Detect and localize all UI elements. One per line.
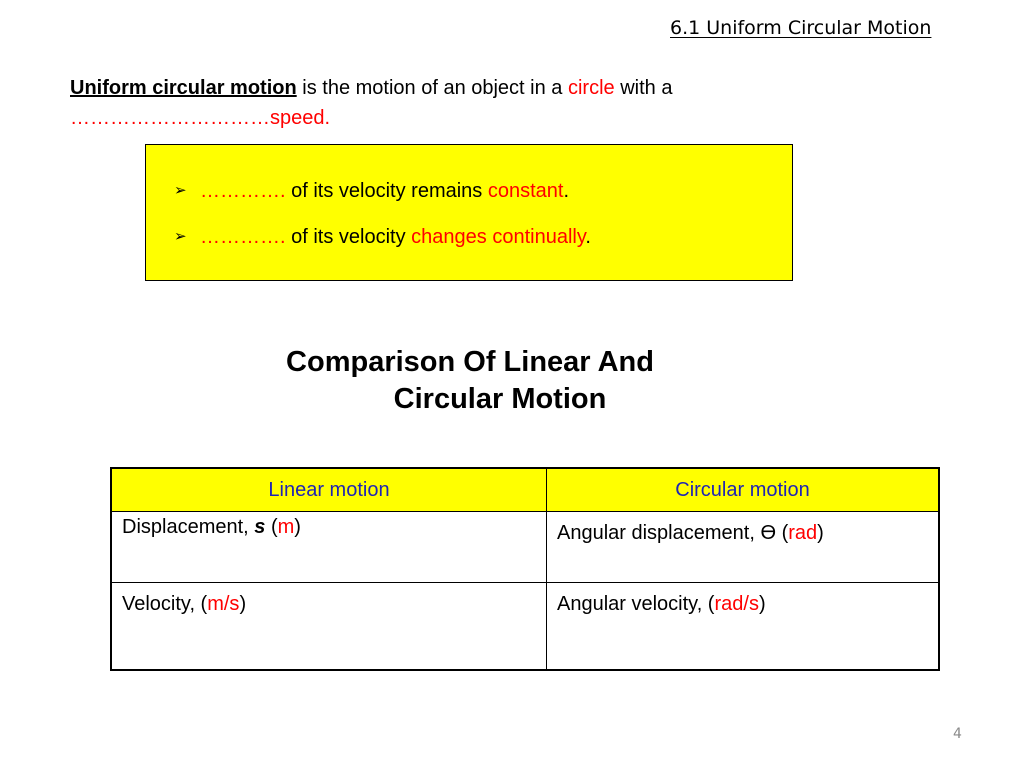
comparison-title [240,344,740,418]
unit-m-per-s: m/s [207,593,240,615]
definition-text-2: with a [614,77,673,99]
key-point-blank: …………. [200,180,292,202]
key-point-text: of its velocity [291,226,412,248]
cell-label: Angular displacement, [557,522,761,544]
comparison-table [110,467,940,671]
table-row-velocity [111,583,939,671]
unit-open: ( [265,516,278,538]
definition-speed-word: speed. [270,107,331,129]
unit-close: ) [239,593,247,615]
key-point-highlight: changes continually [411,226,586,248]
slide-header-title: 6.1 Uniform Circular Motion [670,17,932,39]
definition-circle-word: circle [567,77,615,99]
unit-rad-per-s: rad/s [714,593,759,615]
unit-close: ) [758,593,766,615]
cell-angular-velocity [547,583,940,671]
header-linear-motion: Linear motion [111,468,547,512]
key-point-blank: …………. [200,226,292,248]
key-point-text: of its velocity remains [291,180,488,202]
arrow-bullet-icon: ➢ [174,182,187,199]
comparison-title-line-1: Comparison Of Linear And [286,346,654,378]
header-circular-motion: Circular motion [547,468,940,512]
unit-close: ) [817,522,824,544]
key-point-highlight: constant [487,180,564,202]
key-point-1 [174,179,569,203]
unit-open: ( [776,522,789,544]
symbol-s: s [254,516,266,538]
definition-blank: ………………………… [70,107,270,129]
comparison-title-line-2: Circular Motion [393,383,607,415]
key-point-2 [174,225,591,249]
unit-m: m [277,516,295,538]
arrow-bullet-icon: ➢ [174,228,187,245]
page-number: 4 [953,726,962,742]
key-point-end: . [585,226,591,248]
table-row-displacement [111,512,939,583]
key-points-box [145,144,793,281]
table-header-row [111,468,939,512]
definition-text-1: is the motion of an object in a [296,77,568,99]
cell-label: Angular velocity, ( [557,593,715,615]
unit-rad: rad [788,522,818,544]
definition-term: Uniform circular motion [70,77,297,99]
cell-linear-velocity [111,583,547,671]
cell-label: Displacement, [122,516,255,538]
unit-close: ) [294,516,301,538]
cell-linear-displacement [111,512,547,583]
symbol-theta: ϴ [760,522,777,544]
cell-angular-displacement [547,512,940,583]
definition-paragraph [70,73,950,133]
cell-label: Velocity, ( [122,593,208,615]
key-point-end: . [563,180,570,202]
